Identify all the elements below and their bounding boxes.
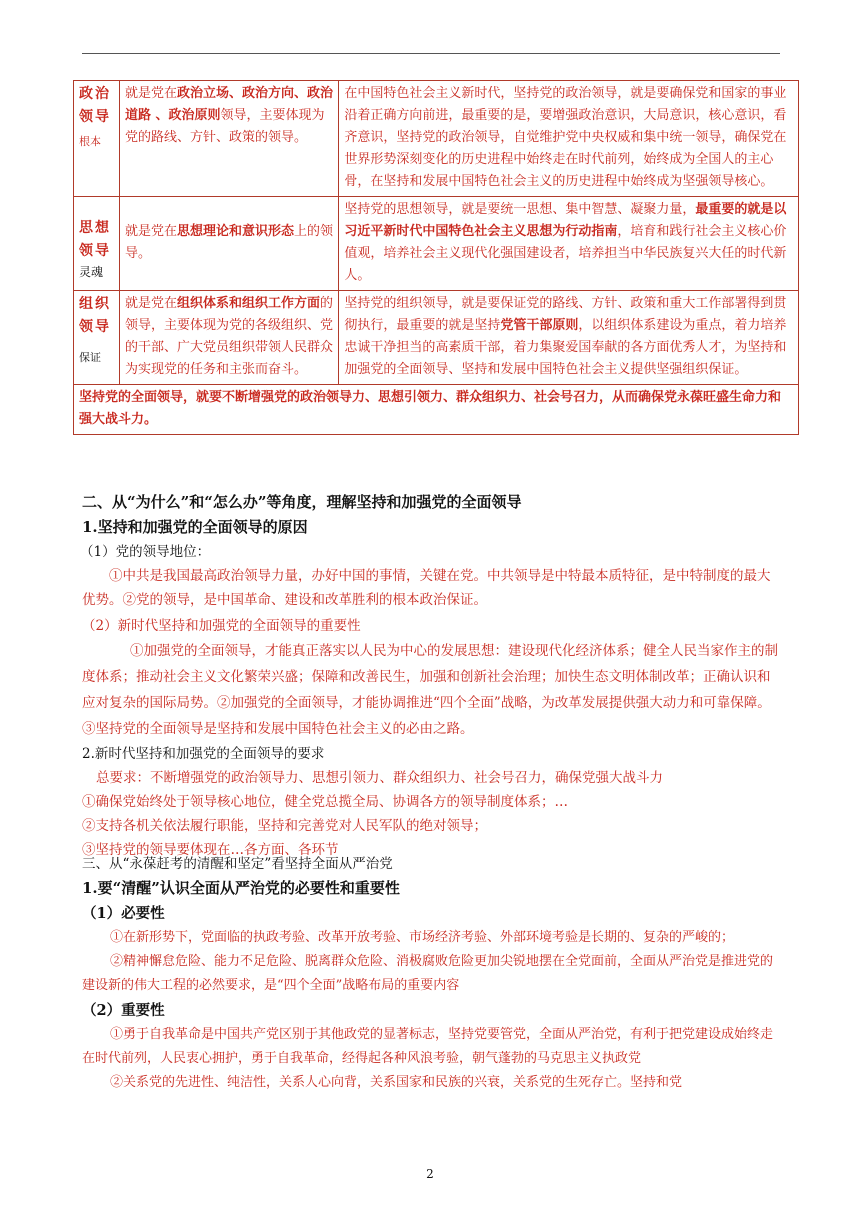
table-row <box>74 81 799 197</box>
header-rule <box>82 53 780 54</box>
req-2: ②支持各机关依法履行职能，坚持和完善党对人民军队的绝对领导； <box>82 818 487 834</box>
req-3: ③坚持党的领导要体现在…各方面、各环节 <box>82 842 339 858</box>
def-key: 政治立场、政治方向、政治道路 、政治原则 <box>124 86 333 123</box>
req-intro: 总要求：不断增强党的政治领导力、思想引领力、群众组织力、社会号召力，确保党强大战斗力 <box>96 770 663 786</box>
leadership-table <box>73 80 799 435</box>
detail-post: ，以组织体系建设为重点，着力培养忠诚干净担当的高素质干部，着力集聚爱国奉献的各方面优秀人才，为坚持和加强党的全面领导、坚持和发展中国特色社会主义提供坚强组织保证。 <box>344 318 787 377</box>
row-name: 政治领导 <box>79 86 111 125</box>
item2-label: （2）新时代坚持和加强党的全面领导的重要性 <box>82 618 361 634</box>
row-name: 思想领导 <box>79 220 111 259</box>
detail-pre: 坚持党的组织领导，就是要保证党的路线、方针、政策和重大工作部署得到贯彻执行，最重要的就是坚持 <box>344 296 787 333</box>
row-name: 组织领导 <box>79 296 111 335</box>
def-post: 上的领导。 <box>124 224 333 261</box>
row-tag: 根本 <box>79 135 101 148</box>
row-definition <box>119 197 338 291</box>
def-post: 的领导，主要体现为党的各级组织、党的干部、广大党员组织带领人民群众为实现党的任务和主张而奋斗。 <box>124 296 333 377</box>
def-pre: 就是党在 <box>124 296 177 311</box>
def-pre: 就是党在 <box>124 224 177 239</box>
detail-key: 党管干部原则 <box>500 318 579 333</box>
page-number: 2 <box>426 1167 434 1181</box>
importance-label: （2）重要性 <box>82 1002 165 1019</box>
def-pre: 就是党在 <box>124 86 177 101</box>
necessity-label: （1）必要性 <box>82 905 165 922</box>
detail-pre: 在中国特色社会主义新时代，坚持党的政治领导，就是要确保党和国家的事业沿着正确方向前进，最重要的是，要增强政治意识，大局意识，核心意识，看齐意识，坚持党的政治领导，自觉维护党中央权威和集中统一领导，确保党在世界形势深刻变化的历史进程中始终走在时代前列，始终成为全国人的主心骨，在坚持和发展中国特色社会主义的历史进程中始终成为坚强领导核心。 <box>344 86 787 189</box>
table-summary-row <box>74 385 799 435</box>
table-row <box>74 197 799 291</box>
importance-2: ②关系党的先进性、纯洁性，关系人心向背，关系国家和民族的兴衰，关系党的生死存亡。坚持和党 <box>110 1075 683 1090</box>
section-2-sub2: 2.新时代坚持和加强党的全面领导的要求 <box>82 746 325 762</box>
row-detail <box>339 197 799 291</box>
row-definition <box>119 291 338 385</box>
section-3-heading: 三、从“永葆赶考的清醒和坚定”看坚持全面从严治党 <box>82 856 393 872</box>
row-detail <box>339 291 799 385</box>
def-key: 组织体系和组织工作方面 <box>176 296 320 311</box>
item2-text: ①加强党的全面领导，才能真正落实以人民为中心的发展思想：建设现代化经济体系；健全人民当家作主的制度体系；推动社会主义文化繁荣兴盛；保障和改善民生，加强和创新社会治理；加快生态文明体制改革；正确认识和应对复杂的国际局势。②加强党的全面领导，才能协调推进“四个全面”战略，为改革发展提供强大动力和可靠保障。③坚持党的全面领导是坚持和发展中国特色社会主义的必由之路。 <box>82 643 778 737</box>
section-2-heading: 二、从“为什么”和“怎么办”等角度，理解坚持和加强党的全面领导 <box>82 493 522 511</box>
row-name-cell <box>74 197 120 291</box>
necessity-2: ②精神懈怠危险、能力不足危险、脱离群众危险、消极腐败危险更加尖锐地摆在全党面前，全面从严治党是推进党的建设新的伟大工程的必然要求，是“四个全面”战略布局的重要内容 <box>82 954 774 993</box>
def-post: 领导，主要体现为党的路线、方针、政策的领导。 <box>124 108 325 145</box>
table-row <box>74 291 799 385</box>
row-name-cell <box>74 291 120 385</box>
section-3 <box>82 852 782 1095</box>
section-2-sub1: 1.坚持和加强党的全面领导的原因 <box>82 518 308 536</box>
section-3-sub1: 1.要“清醒”认识全面从严治党的必要性和重要性 <box>82 879 400 897</box>
detail-post: ，培育和践行社会主义核心价值观，培养社会主义现代化强国建设者，培养担当中华民族复兴大任的时代新人。 <box>344 224 787 283</box>
item1-label: （1）党的领导地位： <box>80 544 211 560</box>
row-definition <box>119 81 338 197</box>
row-detail <box>339 81 799 197</box>
detail-pre: 坚持党的思想领导，就是要统一思想、集中智慧、凝聚力量， <box>344 202 696 217</box>
row-name-cell <box>74 81 120 197</box>
importance-1: ①勇于自我革命是中国共产党区别于其他政党的显著标志，坚持党要管党，全面从严治党，有利于把党建设成始终走在时代前列，人民衷心拥护，勇于自我革命，经得起各种风浪考验，朝气蓬勃的马克思主义执政党 <box>82 1027 774 1066</box>
def-key: 思想理论和意识形态 <box>176 224 294 239</box>
row-tag: 保证 <box>79 351 101 364</box>
table-summary: 坚持党的全面领导，就要不断增强党的政治领导力、思想引领力、群众组织力、社会号召力，从而确保党永葆旺盛生命力和强大战斗力。 <box>74 385 799 435</box>
row-tag: 灵魂 <box>79 265 104 279</box>
detail-key: 最重要的就是以习近平新时代中国特色社会主义思想为行动指南 <box>344 202 787 239</box>
req-1: ①确保党始终处于领导核心地位，健全党总揽全局、协调各方的领导制度体系；… <box>82 794 568 810</box>
section-2 <box>82 490 782 862</box>
item1-text: ①中共是我国最高政治领导力量，办好中国的事情，关键在党。中共领导是中特最本质特征，是中特制度的最大优势。②党的领导，是中国革命、建设和改革胜利的根本政治保证。 <box>82 568 771 608</box>
necessity-1: ①在新形势下，党面临的执政考验、改革开放考验、市场经济考验、外部环境考验是长期的、复杂的严峻的； <box>110 930 735 945</box>
